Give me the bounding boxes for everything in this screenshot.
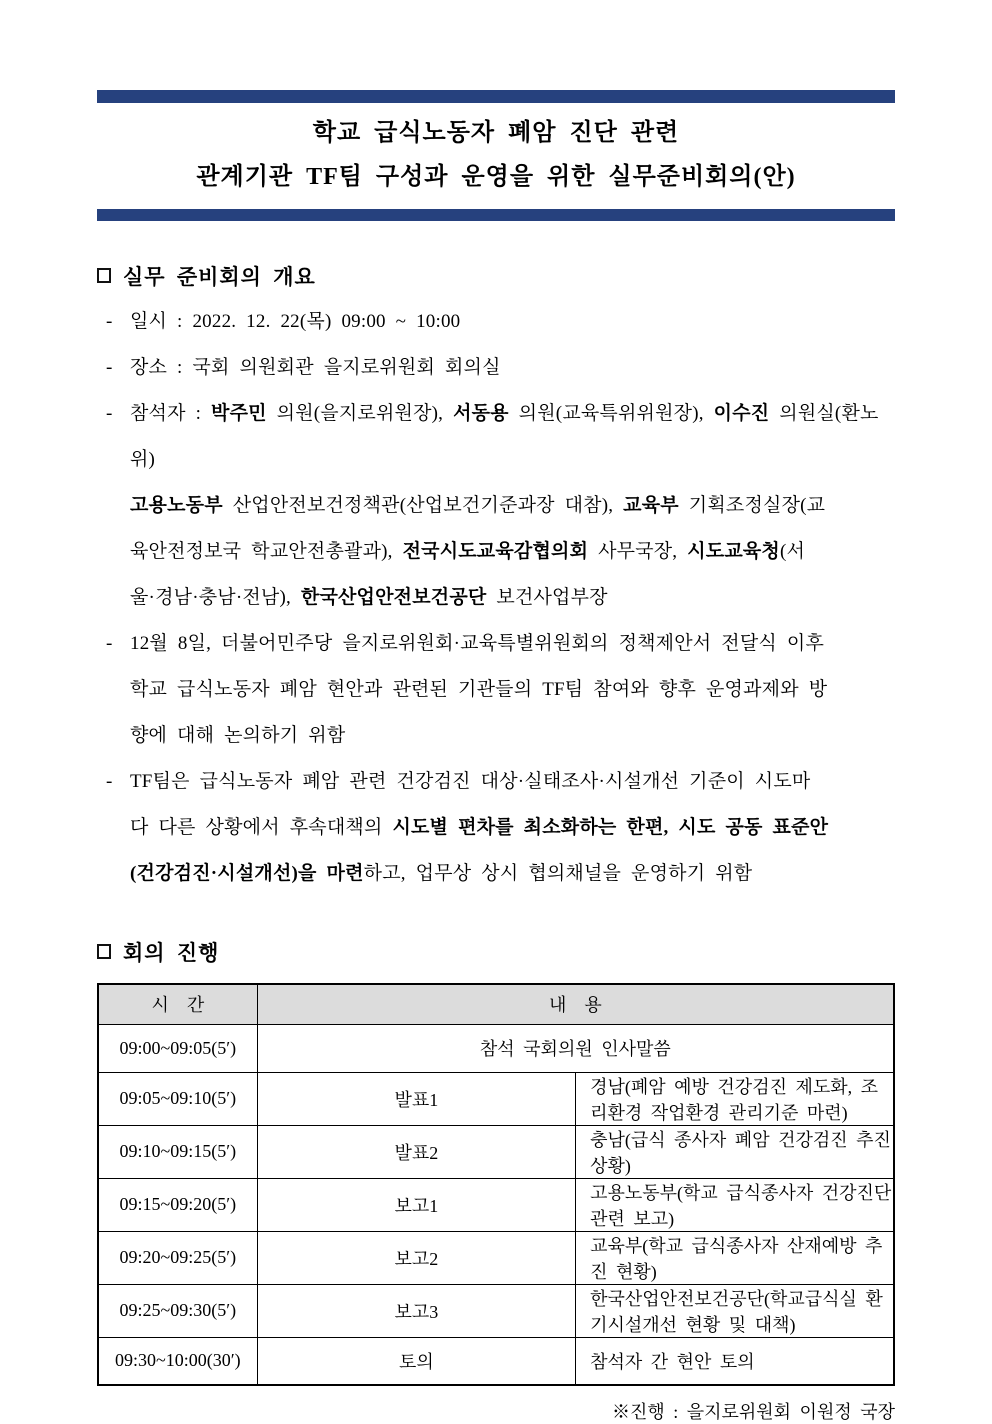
text-line: [130, 759, 895, 805]
text-line: [130, 621, 895, 667]
text-line: [130, 345, 895, 391]
square-bullet-icon: [97, 268, 111, 283]
schedule-row: [98, 1178, 894, 1231]
bold-text-run: (건강검진·시설개선)을 마련: [130, 863, 364, 884]
schedule-label-cell: 토의: [257, 1337, 575, 1385]
overview-item-text: [130, 759, 895, 897]
overview-item-attendees: [97, 391, 895, 621]
schedule-table: [97, 983, 895, 1386]
bold-text-run: 교육부: [623, 495, 679, 516]
schedule-time-cell: 09:25~09:30(5′): [98, 1284, 257, 1337]
overview-item-text: [130, 391, 895, 621]
schedule-row: [98, 1284, 894, 1337]
dash-bullet: -: [106, 311, 113, 332]
schedule-header-row: [98, 984, 894, 1024]
text-run: 다 다른 상황에서 후속대책의: [130, 817, 393, 838]
overview-item-text: [130, 621, 895, 759]
text-line: [130, 851, 895, 897]
text-line: [130, 713, 895, 759]
schedule-time-cell: 09:10~09:15(5′): [98, 1125, 257, 1178]
bold-text-run: 전국시도교육감협의회: [402, 541, 589, 562]
text-run: 의원(교육특위위원장),: [508, 403, 714, 424]
text-line: [130, 575, 895, 621]
schedule-row: [98, 1125, 894, 1178]
bold-text-run: 시도별 편차를 최소화하는 한편, 시도 공동 표준안: [392, 817, 829, 838]
schedule-time-cell: 09:00~09:05(5′): [98, 1024, 257, 1072]
schedule-label-cell: 발표1: [257, 1072, 575, 1125]
overview-item-location: [97, 345, 895, 391]
overview-item-background: [97, 621, 895, 759]
section-heading-overview: [97, 261, 895, 291]
schedule-label-cell: 보고1: [257, 1178, 575, 1231]
schedule-time-cell: 09:15~09:20(5′): [98, 1178, 257, 1231]
schedule-row: [98, 1231, 894, 1284]
bold-text-run: 박주민: [211, 403, 267, 424]
dash-bullet: -: [106, 357, 113, 378]
text-run: 기획조정실장(교: [678, 495, 826, 516]
schedule-header-content: 내 용: [257, 984, 894, 1024]
bold-text-run: 이수진: [713, 403, 770, 424]
text-run: 육안전정보국 학교안전총괄과),: [130, 541, 403, 562]
text-run: 울·경남·충남·전남),: [130, 587, 301, 608]
text-line: [130, 667, 895, 713]
text-run: 12월 8일, 더불어민주당 을지로위원회·교육특별위원회의 정책제안서 전달식 이후: [130, 633, 825, 654]
section-heading-overview-label: 실무 준비회의 개요: [123, 265, 316, 289]
text-run: 장소 : 국회 의원회관 을지로위원회 회의실: [130, 357, 501, 378]
schedule-row: [98, 1024, 894, 1072]
schedule-time-cell: 09:30~10:00(30′): [98, 1337, 257, 1385]
schedule-label-cell: 발표2: [257, 1125, 575, 1178]
text-run: 사무국장,: [588, 541, 688, 562]
section-heading-schedule: [97, 937, 895, 967]
schedule-row: [98, 1072, 894, 1125]
dash-bullet: -: [106, 403, 113, 424]
overview-item-purpose: [97, 759, 895, 897]
schedule-time-cell: 09:05~09:10(5′): [98, 1072, 257, 1125]
section-heading-schedule-label: 회의 진행: [123, 941, 220, 965]
schedule-table-head: [98, 984, 894, 1024]
schedule-body: [98, 1024, 894, 1385]
text-run: 의원실(환노위): [130, 403, 879, 470]
schedule-row: [98, 1337, 894, 1385]
bold-text-run: 고용노동부: [130, 495, 223, 516]
schedule-time-cell: 09:20~09:25(5′): [98, 1231, 257, 1284]
text-run: 학교 급식노동자 폐암 현안과 관련된 기관들의 TF팀 참여와 향후 운영과제와 방: [130, 679, 828, 700]
schedule-content-cell: 충남(급식 종사자 폐암 건강검진 추진상황): [576, 1125, 894, 1178]
document-title-line-1: 학교 급식노동자 폐암 진단 관련: [312, 120, 680, 146]
schedule-content-cell: 참석자 간 현안 토의: [576, 1337, 894, 1385]
bold-text-run: 시도교육청: [687, 541, 780, 562]
square-bullet-icon: [97, 944, 111, 959]
text-run: 일시 : 2022. 12. 22(목) 09:00 ~ 10:00: [130, 311, 461, 332]
text-line: [130, 805, 895, 851]
dash-bullet: -: [106, 771, 113, 792]
text-run: 하고, 업무상 상시 협의채널을 운영하기 위함: [363, 863, 753, 884]
overview-item-datetime: [97, 299, 895, 345]
dash-bullet: -: [106, 633, 113, 654]
overview-item-text: [130, 299, 895, 345]
text-run: TF팀은 급식노동자 폐암 관련 건강검진 대상·실태조사·시설개선 기준이 시도마: [130, 771, 811, 792]
text-run: 의원(을지로위원장),: [266, 403, 454, 424]
bold-text-run: 서동용: [453, 403, 509, 424]
text-line: [130, 529, 895, 575]
text-line: [130, 299, 895, 345]
bold-text-run: 한국산업안전보건공단: [300, 587, 487, 608]
text-run: 향에 대해 논의하기 위함: [130, 725, 346, 746]
schedule-footnote: ※진행 : 을지로위원회 이원정 국장: [611, 1402, 895, 1422]
text-run: 산업안전보건정책관(산업보건기준과장 대참),: [222, 495, 624, 516]
schedule-content-cell: 참석 국회의원 인사말씀: [257, 1024, 894, 1072]
schedule-content-cell: 교육부(학교 급식종사자 산재예방 추진 현황): [576, 1231, 894, 1284]
schedule-header-time: 시 간: [98, 984, 257, 1024]
text-line: [130, 483, 895, 529]
schedule-content-cell: 경남(폐암 예방 건강검진 제도화, 조리환경 작업환경 관리기준 마련): [576, 1072, 894, 1125]
title-block: [97, 90, 895, 221]
schedule-content-cell: 한국산업안전보건공단(학교급식실 환기시설개선 현황 및 대책): [576, 1284, 894, 1337]
document-page: [97, 0, 895, 1424]
schedule-label-cell: 보고3: [257, 1284, 575, 1337]
schedule-label-cell: 보고2: [257, 1231, 575, 1284]
overview-item-text: [130, 345, 895, 391]
text-run: (서: [780, 541, 806, 562]
text-run: 참석자 :: [130, 403, 212, 424]
text-run: 보건사업부장: [486, 587, 608, 608]
schedule-content-cell: 고용노동부(학교 급식종사자 건강진단 관련 보고): [576, 1178, 894, 1231]
text-line: [130, 391, 895, 483]
overview-list: [97, 299, 895, 897]
document-title-line-2: 관계기관 TF팀 구성과 운영을 위한 실무준비회의(안): [196, 164, 796, 190]
